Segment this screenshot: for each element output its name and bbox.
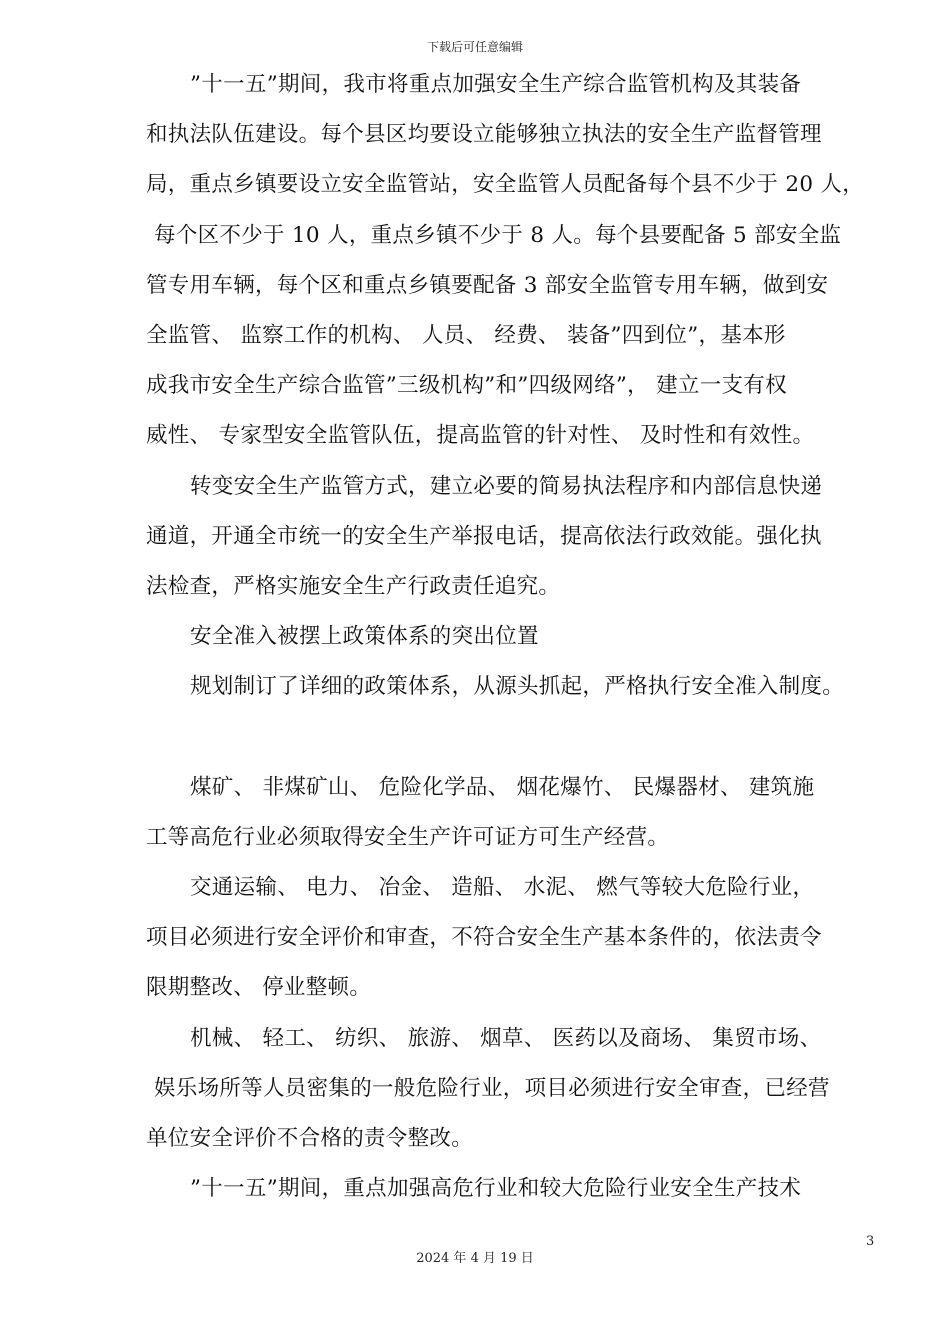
body-line: 娱乐场所等人员密集的一般危险行业，项目必须进行安全审查，已经营: [154, 1075, 830, 1101]
page-number: 3: [866, 1234, 875, 1249]
body-line: ”十一五”期间，重点加强高危行业和较大危险行业安全生产技术: [190, 1176, 802, 1202]
body-line: 交通运输、 电力、 冶金、 造船、 水泥、 燃气等较大危险行业，: [190, 875, 815, 900]
body-line: 局，重点乡镇要设立安全监管站，安全监管人员配备每个县不少于 20 人，: [146, 172, 865, 198]
blank-line: [146, 712, 886, 762]
body-line: 每个区不少于 10 人，重点乡镇不少于 8 人。每个县要配备 5 部安全监: [154, 222, 842, 248]
document-body: [146, 60, 886, 1214]
body-line: 工等高危行业必须取得安全生产许可证方可生产经营。: [146, 824, 670, 850]
body-line: 威性、 专家型安全监管队伍，提高监管的针对性、 及时性和有效性。: [146, 423, 815, 449]
body-line: ”十一五”期间，我市将重点加强安全生产综合监管机构及其装备: [190, 72, 802, 97]
body-line: 煤矿、 非煤矿山、 危险化学品、 烟花爆竹、 民爆器材、 建筑施: [190, 774, 815, 800]
body-line: 转变安全生产监管方式，建立必要的简易执法程序和内部信息快递: [190, 473, 823, 499]
body-line: 通道，开通全市统一的安全生产举报电话，提高依法行政效能。强化执: [146, 523, 822, 549]
body-line: 法检查，严格实施安全生产行政责任追究。: [146, 573, 561, 599]
body-line: 限期整改、 停业整顿。: [146, 975, 372, 1001]
body-line: 和执法队伍建设。每个县区均要设立能够独立执法的安全生产监督管理: [146, 122, 822, 148]
body-line: 项目必须进行安全评价和审查，不符合安全生产基本条件的，依法责令: [146, 925, 822, 951]
body-line: 全监管、 监察工作的机构、 人员、 经费、 装备”四到位”，基本形: [146, 322, 786, 348]
body-line: 管专用车辆，每个区和重点乡镇要配备 3 部安全监管专用车辆，做到安: [146, 272, 829, 298]
body-line: 单位安全评价不合格的责令整改。: [146, 1125, 474, 1151]
section-heading: 安全准入被摆上政策体系的突出位置: [190, 624, 539, 650]
body-line: 规划制订了详细的政策体系，从源头抓起，严格执行安全准入制度。: [190, 674, 845, 700]
body-line: 机械、 轻工、 纺织、 旅游、 烟草、 医药以及商场、 集贸市场、: [190, 1025, 822, 1051]
footer-date: 2024 年 4 月 19 日: [416, 1251, 534, 1266]
body-line: 成我市安全生产综合监管”三级机构”和”四级网络”， 建立一支有权: [146, 373, 787, 399]
page-header: 下载后可任意编辑: [426, 40, 523, 54]
